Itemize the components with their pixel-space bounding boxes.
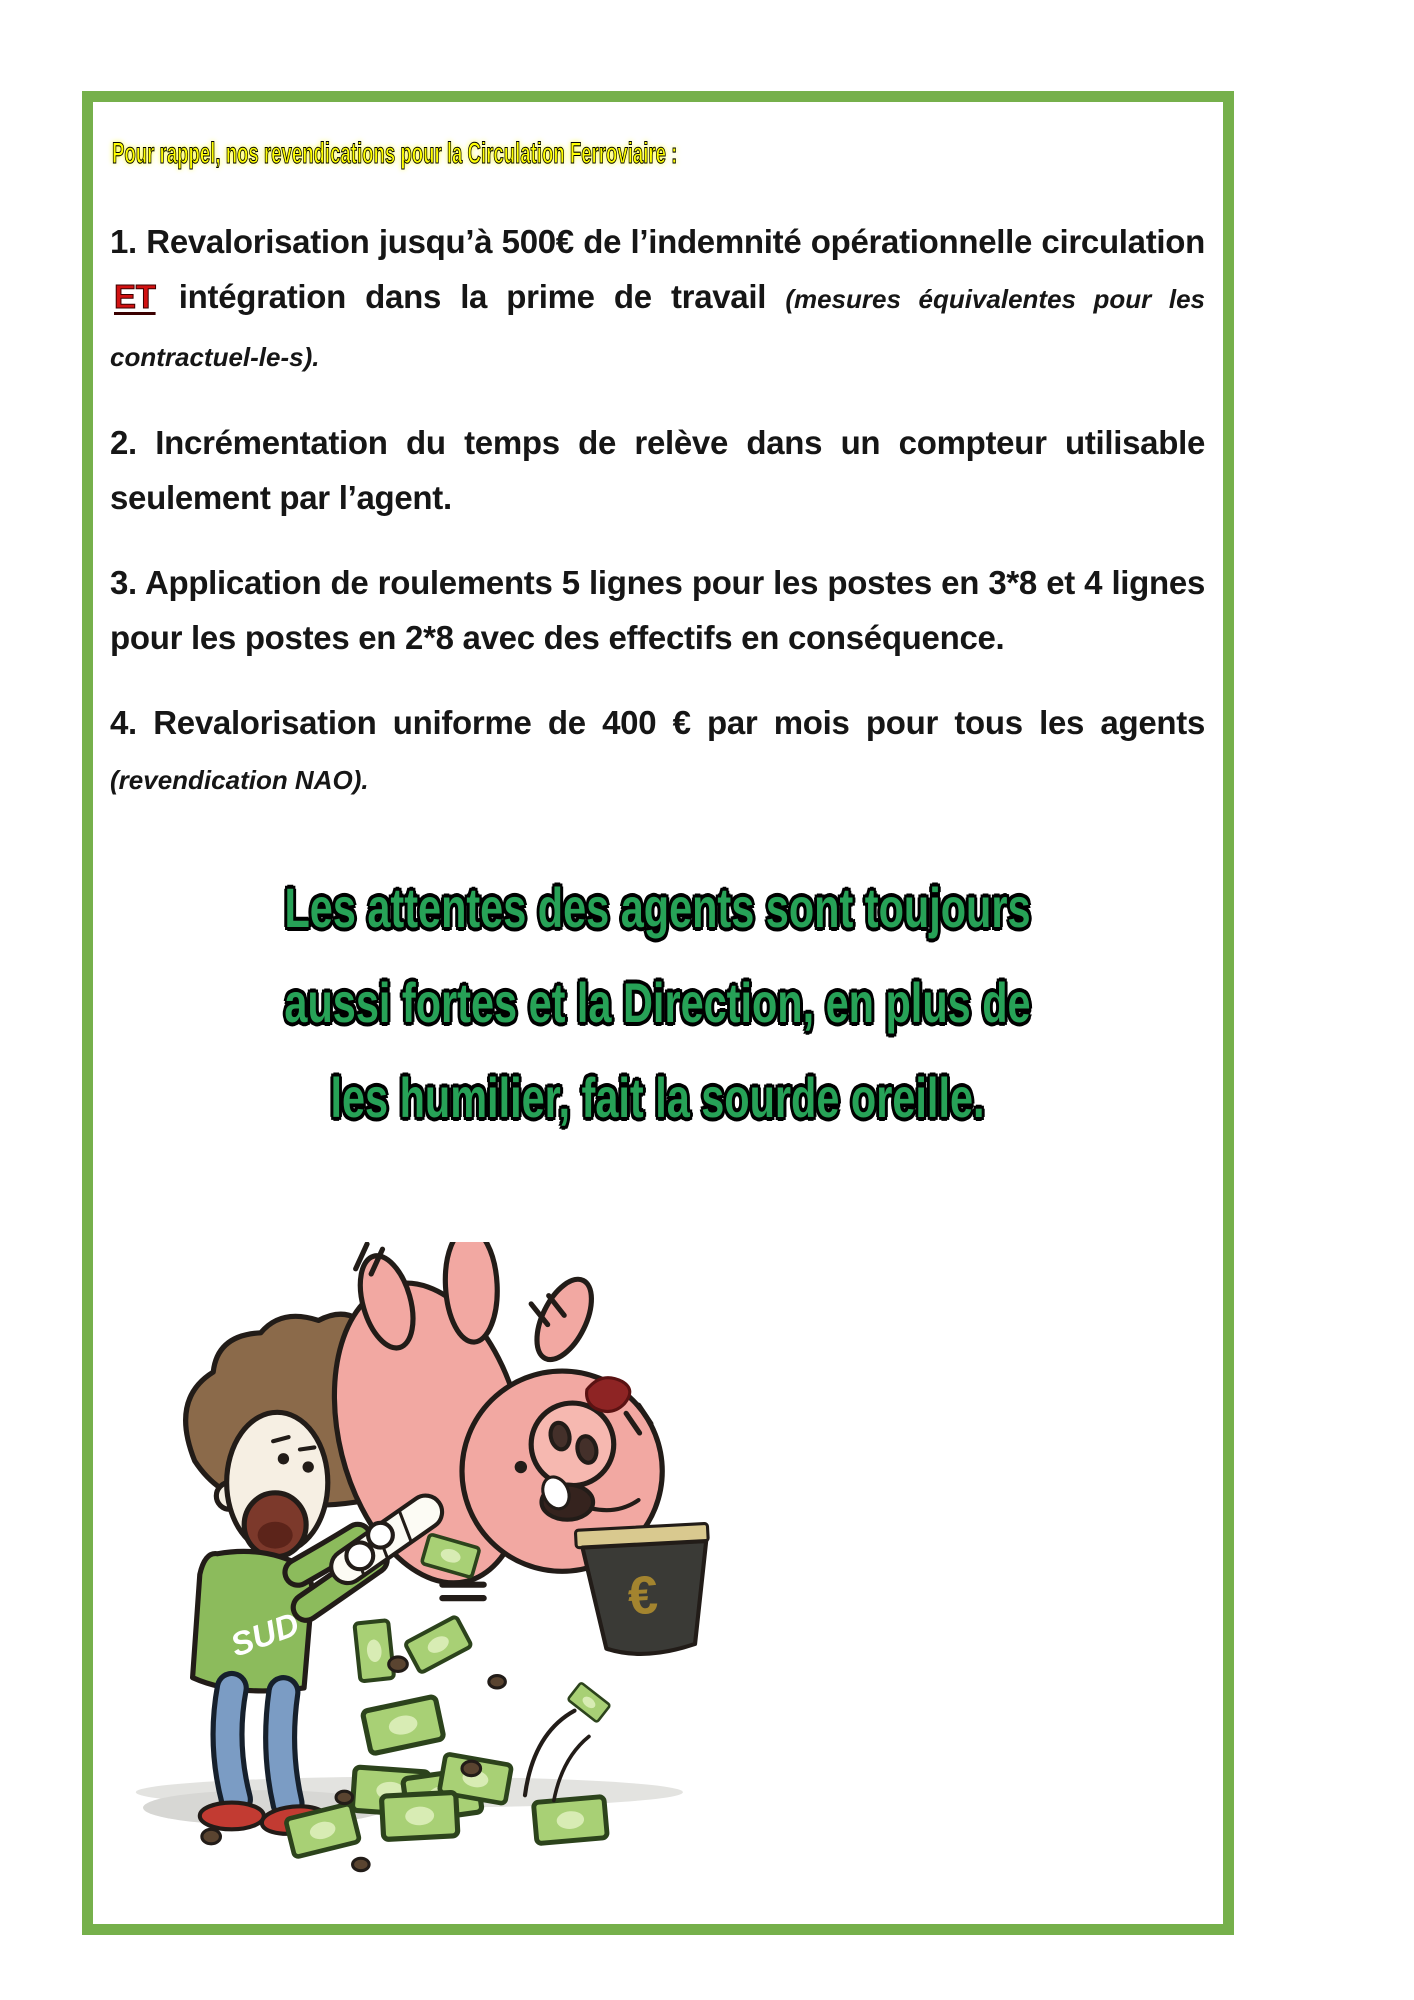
top-hat <box>575 1523 714 1657</box>
man-hand <box>346 1542 373 1569</box>
document-frame <box>82 91 1234 1935</box>
pig-eye <box>515 1461 527 1473</box>
euro-icon: € <box>626 1564 660 1627</box>
slogan-banner <box>110 860 1205 1145</box>
pig-snout <box>531 1403 614 1486</box>
demand-3-text: Application de roulements 5 lignes pour les postes en 3*8 et 4 lignes pour les postes en 2*8 avec des effectifs en conséquence. <box>110 564 1205 656</box>
demand-1-text-2: intégration dans la prime de travail <box>178 278 767 315</box>
slogan-line-3: les humilier, fait la sourde oreille. <box>330 1066 985 1129</box>
pig-leg <box>526 1271 603 1368</box>
demand-item-1 <box>110 214 1205 385</box>
demand-2-lead: 2. <box>110 424 137 461</box>
piggy-bank-illustration <box>110 1242 750 1882</box>
demand-3-lead: 3. <box>110 564 137 601</box>
document-content <box>93 102 1223 1145</box>
demand-2-text: Incrémentation du temps de relève dans un compteur utilisable seulement par l’agent. <box>110 424 1206 516</box>
demand-1-lead: 1. <box>110 223 137 260</box>
man-hand <box>368 1523 393 1548</box>
demand-item-2 <box>110 415 1205 525</box>
demand-4-note: (revendication NAO). <box>110 765 369 795</box>
demand-item-3 <box>110 555 1205 665</box>
slogan-line-1: Les attentes des agents sont toujours <box>284 876 1031 939</box>
demand-1-text: Revalorisation jusqu’à 500€ de l’indemnité opérationnelle circulation <box>146 223 1206 260</box>
slogan-line-2: aussi fortes et la Direction, en plus de <box>284 971 1031 1034</box>
paper-lines <box>442 1585 483 1598</box>
demand-1-emphasis: ET <box>114 278 156 315</box>
demand-4-lead: 4. <box>110 704 137 741</box>
man-shoe-left <box>200 1803 264 1830</box>
demand-4-text: Revalorisation uniforme de 400 € par mois pour tous les agents <box>153 704 1205 741</box>
pig-hair-tuft <box>587 1378 630 1412</box>
demand-item-4 <box>110 695 1205 808</box>
demand-1-note: (mesures équivalentes pour les contractuel-le-s). <box>110 284 1205 372</box>
shirt-label: SUD <box>225 1604 304 1664</box>
page-heading: Pour rappel, nos revendications pour la Circulation Ferroviaire : <box>112 137 678 170</box>
